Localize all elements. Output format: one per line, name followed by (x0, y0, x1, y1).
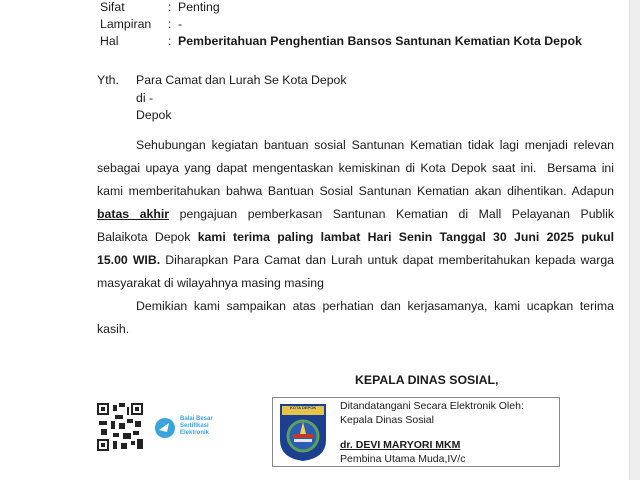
bsre-line: Sertifikasi (180, 423, 209, 429)
body-text: Demikian kami sampaikan atas perhatian dan kerjasamanya, kami ucapkan terima (136, 299, 614, 313)
e-signature-box (272, 397, 560, 467)
colon: : (168, 17, 172, 31)
body-text: kami memberitahukan bahwa Bantuan Sosial Santunan Kematian akan dihentikan. Adapun (97, 184, 614, 198)
body-line (97, 230, 614, 244)
page-edge (629, 0, 640, 480)
lampiran-label: Lampiran (100, 17, 152, 31)
deadline-time: 15.00 WIB. (97, 253, 161, 267)
closing-line (136, 299, 614, 313)
qr-code-icon (97, 403, 143, 451)
hal-value: Pemberitahuan Penghentian Bansos Santunan Kematian Kota Depok (178, 34, 582, 48)
crest-label: KOTA DEPOK (290, 405, 317, 410)
body-text: sebagai upaya yang dapat mengentaskan kemiskinan di Kota Depok saat ini. Bersama ini (97, 161, 614, 175)
bsre-line: Balai Besar (180, 416, 213, 422)
yth-label: Yth. (97, 73, 119, 87)
body-text: Balaikota Depok (97, 230, 198, 244)
signer-position: Kepala Dinas Sosial (340, 414, 434, 426)
deadline-emphasis: batas akhir (97, 207, 170, 221)
signatory-title: KEPALA DINAS SOSIAL, (355, 373, 499, 387)
body-line (136, 138, 614, 152)
body-text: Diharapkan Para Camat dan Lurah untuk dapat memberitahukan kepada warga (160, 253, 614, 267)
deadline-date: kami terima paling lambat Hari Senin Tanggal 30 Juni 2025 pukul (197, 230, 614, 244)
bsre-label (180, 416, 213, 437)
body-line (97, 161, 614, 175)
hal-label: Hal (100, 34, 119, 48)
colon: : (168, 0, 172, 14)
recipient-place: Depok (136, 108, 172, 122)
body-line (97, 184, 614, 198)
signer-name: dr. DEVI MARYORI MKM (340, 439, 461, 451)
kota-depok-crest-icon (278, 402, 328, 462)
colon: : (168, 34, 172, 48)
recipient-di: di - (136, 91, 154, 105)
signer-rank: Pembina Utama Muda,IV/c (340, 453, 466, 465)
sifat-label: Sifat (100, 0, 125, 14)
body-text: Sehubungan kegiatan bantuan sosial Santunan Kematian tidak lagi menjadi relevan (136, 138, 614, 152)
signed-by-label: Ditandatangani Secara Elektronik Oleh: (340, 400, 524, 412)
body-line (97, 207, 614, 221)
bsre-line: Elektronik (180, 430, 210, 436)
body-line (97, 253, 614, 267)
body-line: masyarakat di wilayahnya masing masing (97, 276, 324, 290)
body-text: pengajuan pemberkasan Santunan Kematian di Mall Pelayanan Publik (169, 207, 614, 221)
sifat-value: Penting (178, 0, 220, 14)
recipient-name: Para Camat dan Lurah Se Kota Depok (136, 73, 347, 87)
lampiran-value: - (178, 17, 183, 31)
closing-line: kasih. (97, 322, 130, 336)
bsre-logo-icon (154, 417, 176, 439)
